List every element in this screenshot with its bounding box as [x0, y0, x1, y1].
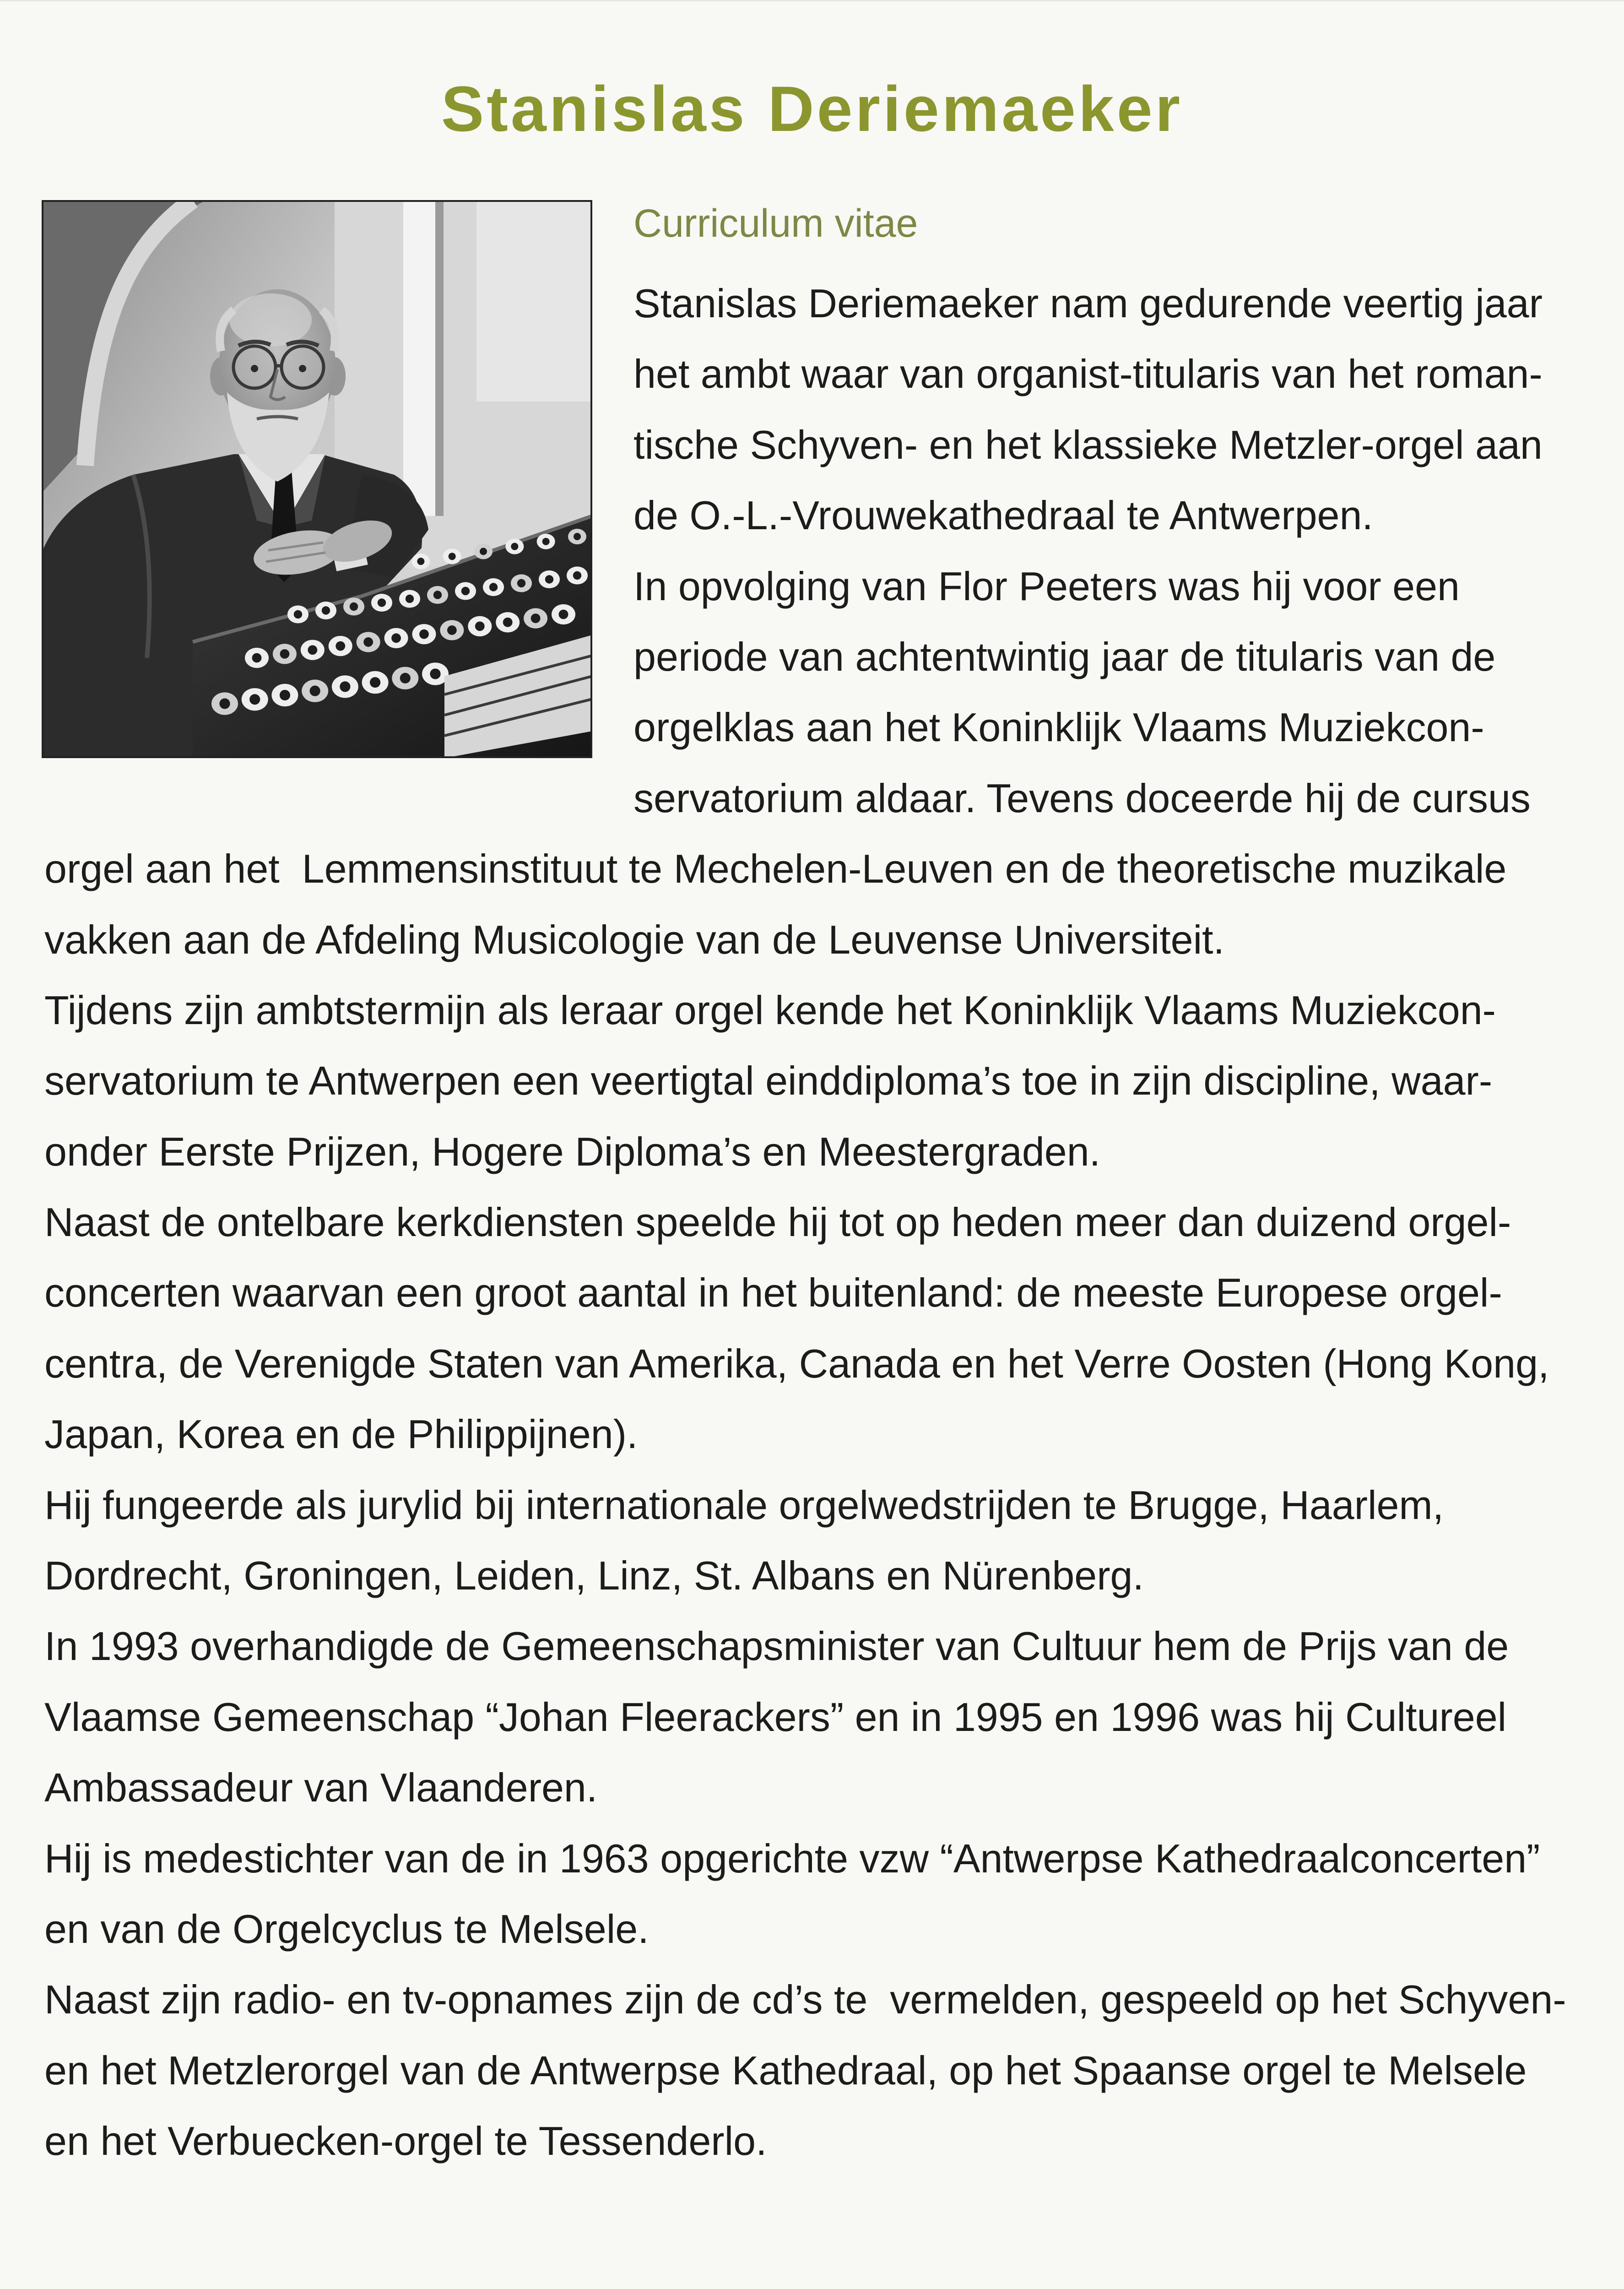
body-line: centra, de Verenigde Staten van Amerika, Canada en het Verre Oosten (Hong Kong,	[44, 1340, 1549, 1386]
body-line: en het Verbuecken-orgel te Tessenderlo.	[44, 2118, 767, 2164]
body-line: onder Eerste Prijzen, Hogere Diploma’s en Meestergraden.	[44, 1128, 1101, 1174]
body-line: Japan, Korea en de Philippijnen).	[44, 1411, 638, 1457]
body-line: Hij fungeerde als jurylid bij internationale orgelwedstrijden te Brugge, Haarlem,	[44, 1482, 1444, 1528]
body-line: orgelklas aan het Koninklijk Vlaams Muziekcon-	[633, 705, 1484, 750]
body-line: Naast de ontelbare kerkdiensten speelde hij tot op heden meer dan duizend orgel-	[44, 1199, 1511, 1245]
body-line: In 1993 overhandigde de Gemeenschapsminister van Cultuur hem de Prijs van de	[44, 1623, 1509, 1669]
body-line: concerten waarvan een groot aantal in het buitenland: de meeste Europese orgel-	[44, 1270, 1502, 1316]
body-line: In opvolging van Flor Peeters was hij voor een	[633, 563, 1460, 609]
body-line: orgel aan het Lemmensinstituut te Mechelen-Leuven en de theoretische muzikale	[44, 846, 1507, 892]
body-line: vakken aan de Afdeling Musicologie van de Leuvense Universiteit.	[44, 917, 1225, 962]
section-heading: Curriculum vitae	[633, 201, 918, 245]
page-title: Stanislas Deriemaeker	[441, 73, 1183, 145]
body-line: het ambt waar van organist-titularis van het roman-	[633, 351, 1543, 397]
scan-edge-top	[0, 0, 1624, 1]
body-line: Ambassadeur van Vlaanderen.	[44, 1765, 598, 1811]
body-line: en van de Orgelcyclus te Melsele.	[44, 1906, 649, 1952]
body-line: servatorium aldaar. Tevens doceerde hij de cursus	[633, 775, 1531, 821]
body-line: periode van achtentwintig jaar de titularis van de	[633, 634, 1496, 679]
body-line: Stanislas Deriemaeker nam gedurende veertig jaar	[633, 281, 1543, 326]
body-line: tische Schyven- en het klassieke Metzler-orgel aan	[633, 422, 1543, 467]
body-line: Vlaamse Gemeenschap “Johan Fleerackers” en in 1995 en 1996 was hij Cultureel	[44, 1694, 1507, 1740]
body-line: Dordrecht, Groningen, Leiden, Linz, St. Albans en Nürenberg.	[44, 1553, 1144, 1599]
body-line: en het Metzlerorgel van de Antwerpse Kathedraal, op het Spaanse orgel te Melsele	[44, 2047, 1527, 2093]
body-line: Tijdens zijn ambtstermijn als leraar orgel kende het Koninklijk Vlaams Muziekcon-	[44, 987, 1496, 1033]
body-line: Naast zijn radio- en tv-opnames zijn de cd’s te vermelden, gespeeld op het Schyven-	[44, 1977, 1566, 2023]
body-line: de O.-L.-Vrouwekathedraal te Antwerpen.	[633, 493, 1373, 538]
body-line: Hij is medestichter van de in 1963 opgerichte vzw “Antwerpse Kathedraalconcerten”	[44, 1835, 1540, 1881]
body-line: servatorium te Antwerpen een veertigtal einddiploma’s toe in zijn discipline, waar-	[44, 1058, 1493, 1104]
biography-text	[0, 268, 1624, 2177]
